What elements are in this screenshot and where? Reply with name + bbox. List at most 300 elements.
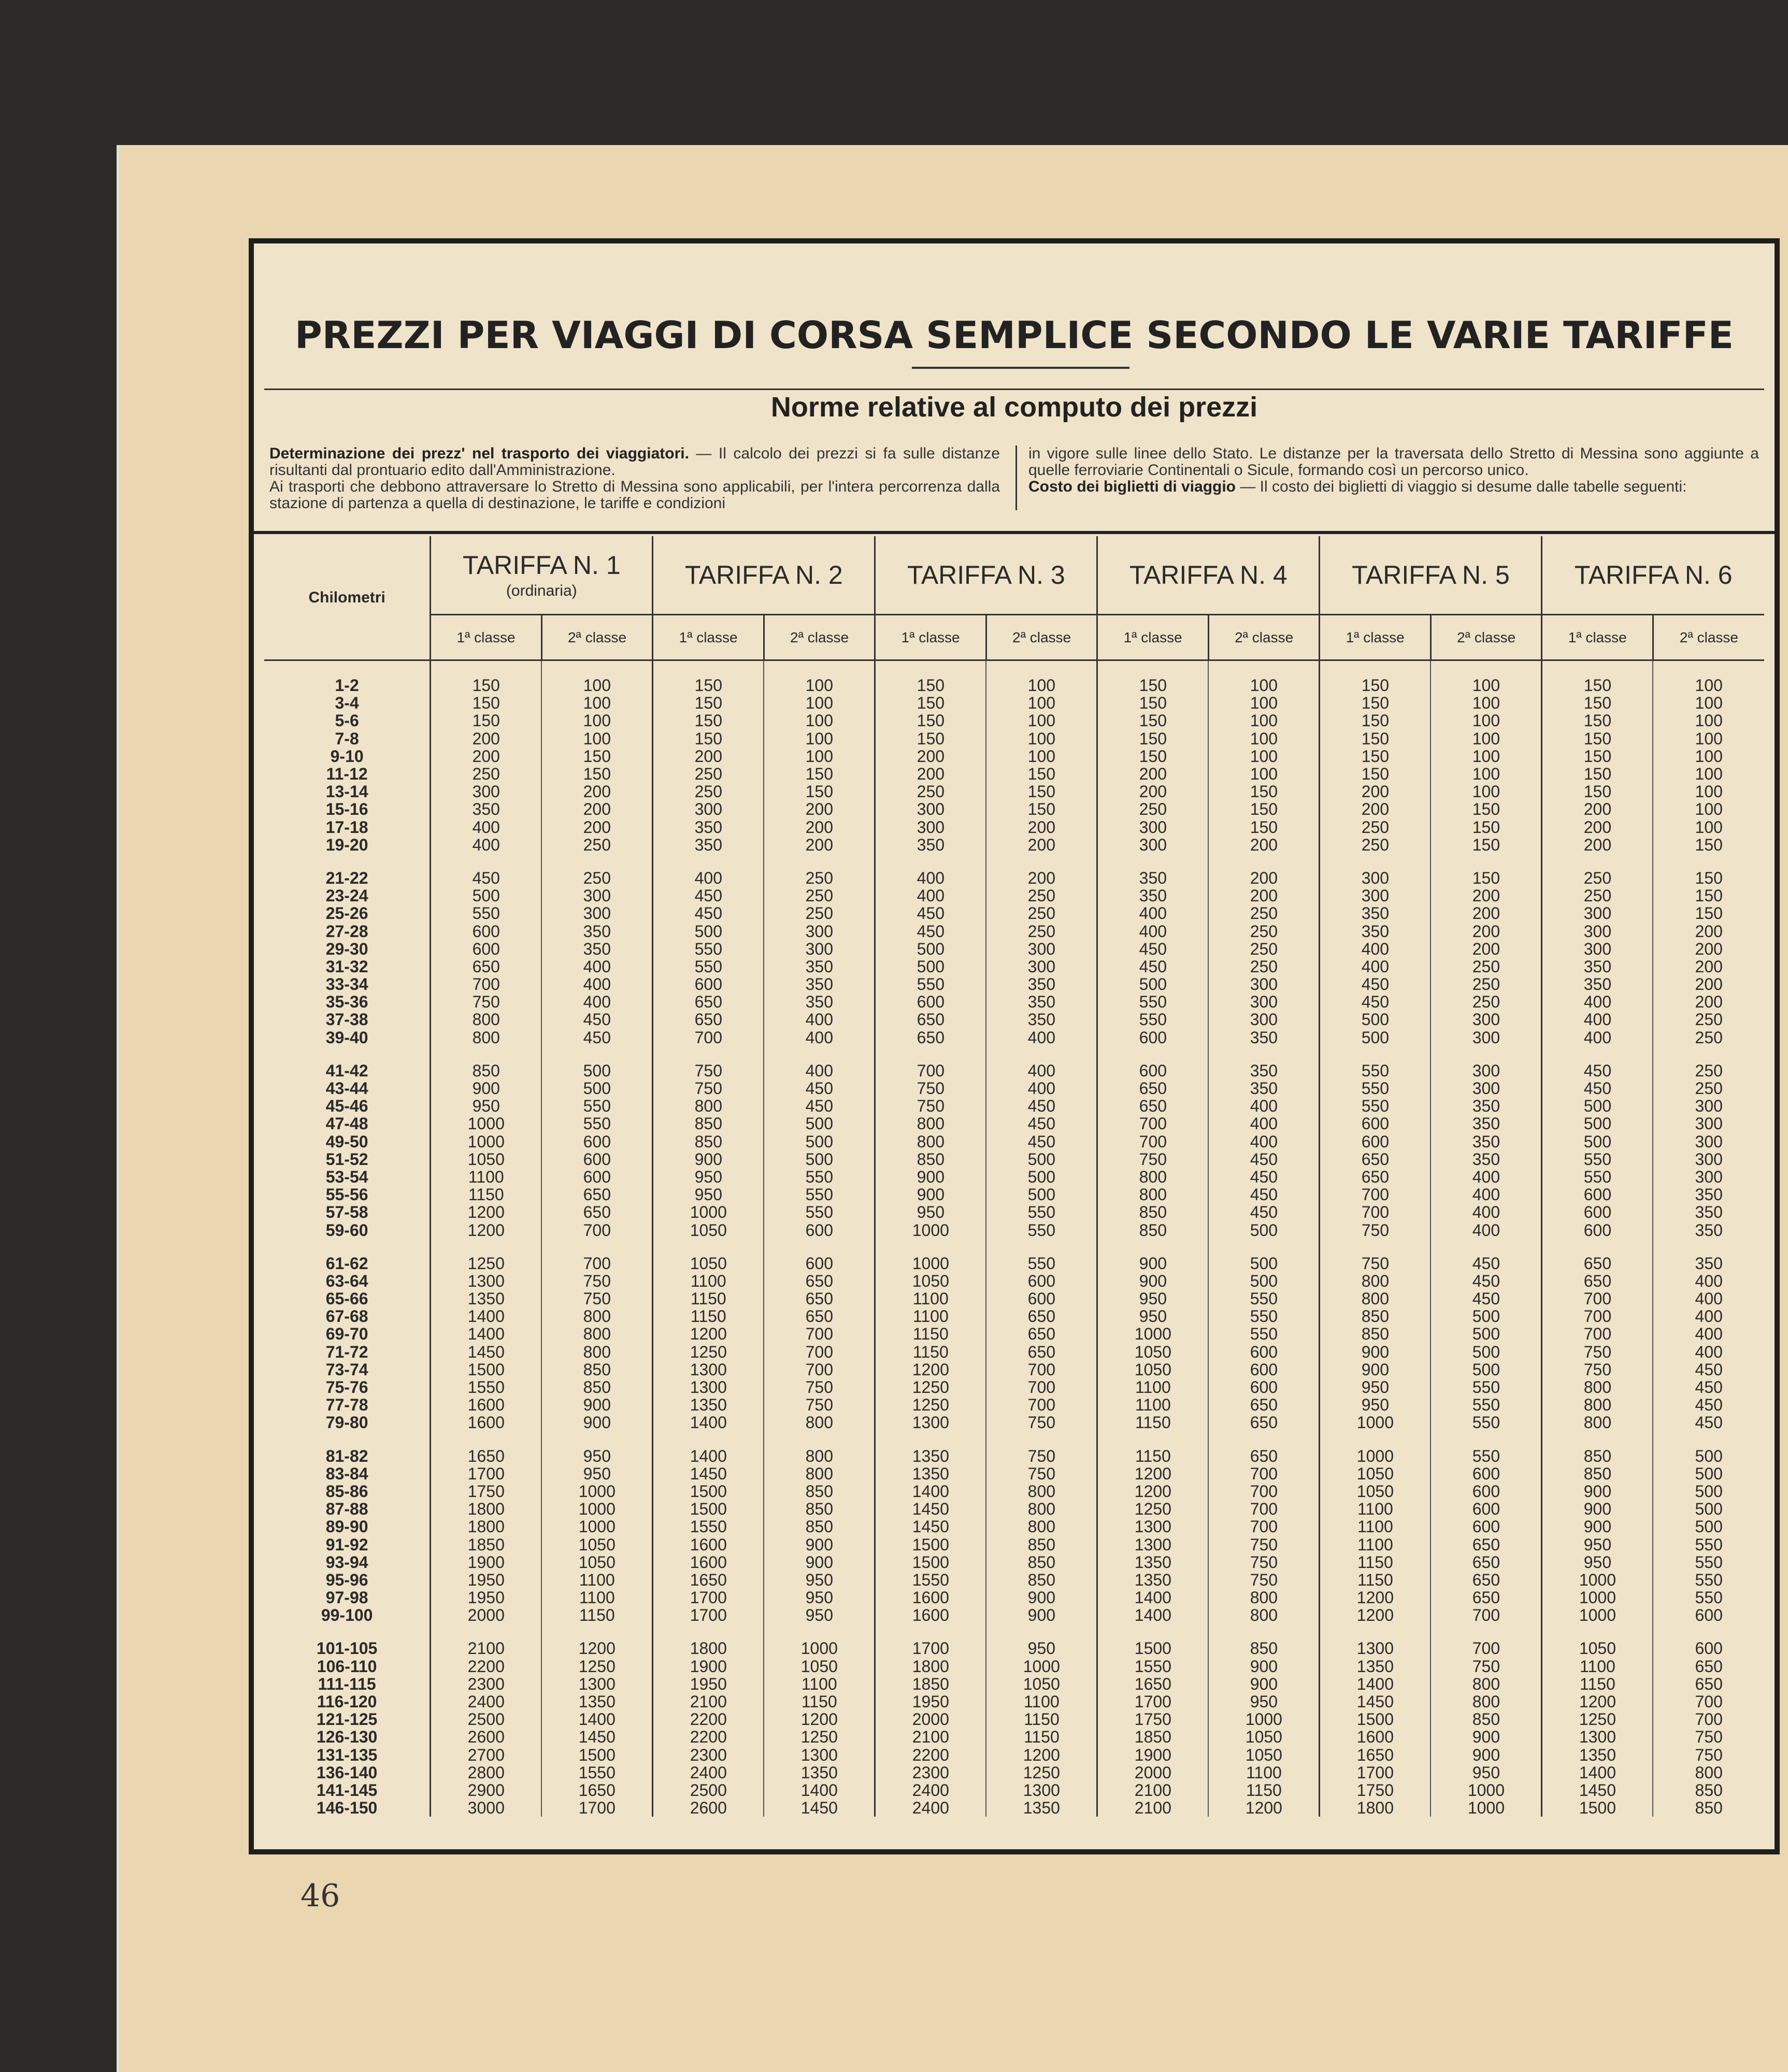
price-cell: 900 — [431, 1080, 542, 1097]
price-cell: 1600 — [431, 1396, 542, 1414]
price-cell: 350 — [1208, 1080, 1320, 1097]
price-cell: 2400 — [653, 1764, 764, 1781]
price-cell: 1100 — [1320, 1500, 1431, 1518]
price-cell: 300 — [1320, 887, 1431, 904]
spacer-cell — [764, 1046, 875, 1062]
price-cell: 150 — [1542, 730, 1653, 747]
price-cell: 1150 — [875, 1325, 986, 1343]
price-cell: 1200 — [1320, 1589, 1431, 1606]
spacer-cell — [1653, 1046, 1764, 1062]
price-cell: 700 — [1542, 1290, 1653, 1307]
price-cell: 250 — [1542, 887, 1653, 904]
price-cell: 200 — [875, 747, 986, 765]
price-cell: 1050 — [1320, 1483, 1431, 1500]
price-cell: 150 — [1542, 747, 1653, 765]
price-cell: 450 — [1653, 1361, 1764, 1378]
km-range-cell: 61-62 — [325, 1254, 368, 1273]
price-cell: 900 — [1320, 1361, 1431, 1378]
price-cell: 150 — [1097, 712, 1209, 729]
table-row — [264, 1658, 1764, 1675]
spacer-cell — [541, 1239, 653, 1255]
price-cell: 700 — [1542, 1325, 1653, 1343]
price-cell: 200 — [764, 836, 875, 854]
price-cell: 200 — [764, 800, 875, 818]
norms-heading-2: Costo dei biglietti di viaggio — [1028, 478, 1236, 495]
price-cell: 1100 — [1097, 1396, 1209, 1414]
tariff-header-6 — [1542, 536, 1764, 615]
price-cell: 950 — [1431, 1764, 1542, 1781]
price-cell: 450 — [1097, 940, 1209, 958]
spacer-cell — [986, 1432, 1097, 1447]
group-spacer — [264, 854, 1764, 869]
price-cell: 1300 — [431, 1272, 542, 1290]
price-cell: 600 — [1320, 1133, 1431, 1150]
price-cell: 550 — [1542, 1168, 1653, 1186]
price-cell: 1200 — [764, 1710, 875, 1728]
tariff-table — [264, 536, 1764, 1817]
price-cell: 350 — [764, 975, 875, 993]
spacer-cell — [541, 1432, 653, 1447]
table-row — [264, 1378, 1764, 1396]
price-cell: 400 — [1097, 904, 1209, 922]
price-cell: 150 — [1097, 677, 1209, 694]
price-cell: 350 — [1542, 958, 1653, 975]
price-cell: 800 — [1097, 1186, 1209, 1203]
spacer-cell — [1097, 854, 1209, 869]
price-cell: 250 — [764, 869, 875, 887]
price-cell: 300 — [1653, 1150, 1764, 1168]
price-cell: 800 — [875, 1133, 986, 1150]
table-body — [264, 660, 1764, 1817]
price-cell: 500 — [431, 887, 542, 904]
price-cell: 250 — [1208, 958, 1320, 975]
km-range-cell: 69-70 — [325, 1325, 368, 1344]
price-cell: 800 — [431, 1029, 542, 1046]
norms-divider — [1015, 445, 1017, 510]
price-cell: 1150 — [1320, 1553, 1431, 1571]
price-cell: 150 — [1431, 800, 1542, 818]
price-cell: 250 — [1208, 922, 1320, 940]
price-cell: 350 — [1208, 1029, 1320, 1046]
price-cell: 2100 — [431, 1639, 542, 1657]
table-row — [264, 1255, 1764, 1272]
km-range-cell: 95-96 — [325, 1570, 368, 1589]
price-cell: 500 — [986, 1150, 1097, 1168]
spacer-cell — [986, 854, 1097, 869]
class-header: 1ª classe — [1097, 615, 1209, 660]
price-cell: 1100 — [431, 1168, 542, 1186]
price-cell: 600 — [1653, 1639, 1764, 1657]
price-cell: 900 — [1208, 1658, 1320, 1675]
group-spacer — [264, 660, 1764, 677]
price-cell: 700 — [1208, 1465, 1320, 1483]
price-cell: 600 — [1542, 1186, 1653, 1203]
spacer-cell — [653, 660, 764, 677]
price-cell: 300 — [1653, 1115, 1764, 1132]
price-cell: 1000 — [541, 1500, 653, 1518]
price-cell: 2500 — [653, 1781, 764, 1799]
price-cell: 1000 — [1208, 1710, 1320, 1728]
price-cell: 550 — [764, 1168, 875, 1186]
price-cell: 300 — [1097, 818, 1209, 836]
price-cell: 400 — [1431, 1221, 1542, 1239]
price-cell: 1250 — [1097, 1500, 1209, 1518]
km-range-cell: 21-22 — [325, 868, 368, 887]
km-range-cell: 23-24 — [325, 886, 368, 905]
price-cell: 1150 — [986, 1710, 1097, 1728]
price-cell: 700 — [1208, 1518, 1320, 1535]
price-cell: 550 — [875, 975, 986, 993]
price-cell: 1150 — [1097, 1447, 1209, 1465]
price-cell: 400 — [541, 975, 653, 993]
price-cell: 850 — [986, 1535, 1097, 1553]
spacer-cell — [1320, 1046, 1431, 1062]
table-row — [264, 1097, 1764, 1115]
price-cell: 400 — [764, 1062, 875, 1080]
price-cell: 1000 — [431, 1133, 542, 1150]
price-cell: 1800 — [653, 1639, 764, 1657]
price-cell: 450 — [986, 1115, 1097, 1132]
price-cell: 450 — [1208, 1186, 1320, 1203]
price-cell: 1600 — [875, 1606, 986, 1624]
price-cell: 500 — [1431, 1325, 1542, 1343]
price-cell: 200 — [1653, 922, 1764, 940]
price-cell: 100 — [1208, 747, 1320, 765]
km-range-cell: 35-36 — [325, 992, 368, 1012]
price-cell: 100 — [986, 677, 1097, 694]
price-cell: 1200 — [1320, 1606, 1431, 1624]
price-cell: 550 — [986, 1255, 1097, 1272]
price-cell: 200 — [431, 730, 542, 747]
price-cell: 1200 — [875, 1361, 986, 1378]
price-cell: 300 — [653, 800, 764, 818]
price-cell: 550 — [1320, 1080, 1431, 1097]
price-cell: 950 — [1320, 1396, 1431, 1414]
price-cell: 800 — [875, 1115, 986, 1132]
price-cell: 650 — [1542, 1272, 1653, 1290]
price-cell: 350 — [1653, 1255, 1764, 1272]
km-range-cell: 11-12 — [326, 765, 368, 784]
price-cell: 650 — [1653, 1658, 1764, 1675]
price-cell: 450 — [541, 1011, 653, 1028]
price-cell: 650 — [1431, 1535, 1542, 1553]
price-cell: 800 — [1542, 1396, 1653, 1414]
price-cell: 100 — [1653, 694, 1764, 712]
price-cell: 850 — [986, 1553, 1097, 1571]
price-cell: 1550 — [875, 1571, 986, 1589]
price-cell: 500 — [1653, 1447, 1764, 1465]
spacer-cell — [431, 1432, 542, 1447]
price-cell: 1400 — [764, 1781, 875, 1799]
price-cell: 350 — [986, 1011, 1097, 1028]
price-cell: 700 — [764, 1325, 875, 1343]
price-cell: 1100 — [1320, 1518, 1431, 1535]
price-cell: 200 — [1097, 783, 1209, 800]
spacer-cell — [764, 1432, 875, 1447]
price-cell: 2300 — [653, 1746, 764, 1764]
price-cell: 550 — [1431, 1396, 1542, 1414]
price-cell: 500 — [986, 1186, 1097, 1203]
price-cell: 350 — [431, 800, 542, 818]
price-cell: 800 — [1431, 1675, 1542, 1693]
price-cell: 250 — [1431, 958, 1542, 975]
price-cell: 300 — [986, 958, 1097, 975]
price-cell: 550 — [1431, 1447, 1542, 1465]
km-range-cell: 13-14 — [325, 782, 368, 801]
price-cell: 700 — [1653, 1693, 1764, 1710]
price-cell: 2300 — [875, 1764, 986, 1781]
price-cell: 600 — [1542, 1221, 1653, 1239]
price-cell: 100 — [1431, 677, 1542, 694]
price-cell: 400 — [653, 869, 764, 887]
price-cell: 1300 — [1097, 1535, 1209, 1553]
price-cell: 350 — [1431, 1150, 1542, 1168]
table-row — [264, 818, 1764, 836]
table-row — [264, 869, 1764, 887]
price-cell: 1950 — [431, 1571, 542, 1589]
price-cell: 400 — [986, 1062, 1097, 1080]
price-cell: 200 — [1431, 940, 1542, 958]
price-cell: 1450 — [764, 1799, 875, 1817]
price-cell: 100 — [764, 730, 875, 747]
price-cell: 100 — [1431, 765, 1542, 783]
price-cell: 300 — [1320, 869, 1431, 887]
price-cell: 550 — [1653, 1553, 1764, 1571]
price-cell: 150 — [986, 765, 1097, 783]
tariff-header-3 — [875, 536, 1097, 615]
price-cell: 1700 — [875, 1639, 986, 1657]
price-cell: 500 — [1097, 975, 1209, 993]
price-cell: 1750 — [1320, 1781, 1431, 1799]
price-cell: 250 — [1208, 904, 1320, 922]
km-range-cell: 121-125 — [316, 1710, 378, 1729]
price-cell: 400 — [1320, 940, 1431, 958]
price-cell: 1350 — [764, 1764, 875, 1781]
price-cell: 150 — [1320, 747, 1431, 765]
price-cell: 400 — [986, 1029, 1097, 1046]
price-cell: 400 — [541, 993, 653, 1011]
price-cell: 1100 — [875, 1290, 986, 1307]
price-cell: 750 — [653, 1080, 764, 1097]
km-range-cell: 49-50 — [325, 1132, 368, 1151]
price-cell: 1300 — [541, 1675, 653, 1693]
price-cell: 1100 — [1542, 1658, 1653, 1675]
price-cell: 300 — [1431, 1029, 1542, 1046]
spacer-cell — [653, 1239, 764, 1255]
price-cell: 1450 — [1320, 1693, 1431, 1710]
price-cell: 1050 — [541, 1553, 653, 1571]
price-cell: 500 — [653, 922, 764, 940]
price-cell: 650 — [541, 1186, 653, 1203]
norms-text — [269, 445, 1762, 512]
price-cell: 700 — [541, 1221, 653, 1239]
price-cell: 550 — [1208, 1325, 1320, 1343]
table-row — [264, 1781, 1764, 1799]
price-cell: 1250 — [541, 1658, 653, 1675]
price-cell: 350 — [1431, 1133, 1542, 1150]
price-cell: 600 — [986, 1272, 1097, 1290]
price-cell: 1000 — [875, 1221, 986, 1239]
price-cell: 850 — [431, 1062, 542, 1080]
price-cell: 350 — [986, 993, 1097, 1011]
price-cell: 100 — [541, 730, 653, 747]
spacer-cell — [1431, 660, 1542, 677]
price-cell: 750 — [875, 1080, 986, 1097]
price-cell: 200 — [541, 800, 653, 818]
price-cell: 250 — [541, 836, 653, 854]
price-cell: 750 — [1320, 1221, 1431, 1239]
table-row — [264, 1115, 1764, 1132]
price-cell: 1150 — [764, 1693, 875, 1710]
price-cell: 450 — [1542, 1062, 1653, 1080]
price-cell: 1800 — [875, 1658, 986, 1675]
norms-left-column — [269, 445, 1000, 512]
price-cell: 600 — [431, 922, 542, 940]
price-cell: 950 — [1320, 1378, 1431, 1396]
price-cell: 850 — [653, 1133, 764, 1150]
price-cell: 900 — [764, 1535, 875, 1553]
price-cell: 150 — [653, 730, 764, 747]
price-cell: 150 — [1320, 677, 1431, 694]
price-cell: 1100 — [764, 1675, 875, 1693]
price-cell: 200 — [541, 818, 653, 836]
km-range-cell: 85-86 — [325, 1481, 368, 1501]
km-range-cell: 53-54 — [325, 1167, 368, 1186]
price-cell: 700 — [1208, 1500, 1320, 1518]
spacer-cell — [1653, 660, 1764, 677]
price-cell: 1050 — [431, 1150, 542, 1168]
km-range-cell: 67-68 — [325, 1307, 368, 1326]
spacer-cell — [264, 1046, 431, 1062]
price-cell: 600 — [875, 993, 986, 1011]
price-cell: 900 — [1320, 1343, 1431, 1361]
price-cell: 1600 — [1320, 1728, 1431, 1746]
price-cell: 950 — [431, 1097, 542, 1115]
spacer-cell — [264, 1239, 431, 1255]
tariff-name-2: TARIFFA N. 2 — [684, 560, 843, 589]
price-cell: 100 — [1653, 730, 1764, 747]
price-cell: 550 — [1431, 1378, 1542, 1396]
tariff-frame — [249, 238, 1780, 1854]
price-cell: 800 — [986, 1483, 1097, 1500]
price-cell: 1550 — [541, 1764, 653, 1781]
price-cell: 1450 — [431, 1343, 542, 1361]
price-cell: 1200 — [1097, 1483, 1209, 1500]
price-cell: 750 — [986, 1447, 1097, 1465]
price-cell: 250 — [541, 869, 653, 887]
price-cell: 200 — [1208, 887, 1320, 904]
price-cell: 350 — [541, 940, 653, 958]
title-box — [264, 254, 1764, 390]
price-cell: 400 — [1431, 1168, 1542, 1186]
price-cell: 1200 — [653, 1325, 764, 1343]
price-cell: 850 — [541, 1378, 653, 1396]
price-cell: 550 — [653, 940, 764, 958]
price-cell: 150 — [1208, 783, 1320, 800]
price-cell: 1700 — [431, 1465, 542, 1483]
price-cell: 500 — [1208, 1221, 1320, 1239]
price-cell: 300 — [1208, 975, 1320, 993]
spacer-cell — [1431, 1046, 1542, 1062]
page-title: PREZZI PER VIAGGI DI CORSA SEMPLICE SECONDO LE VARIE TARIFFE — [295, 313, 1734, 357]
price-cell: 2400 — [875, 1781, 986, 1799]
price-cell: 150 — [1542, 694, 1653, 712]
price-cell: 1100 — [875, 1307, 986, 1325]
spacer-cell — [875, 854, 986, 869]
price-cell: 150 — [764, 783, 875, 800]
price-cell: 550 — [764, 1186, 875, 1203]
price-cell: 1650 — [1097, 1675, 1209, 1693]
price-cell: 1050 — [1097, 1361, 1209, 1378]
price-cell: 900 — [1431, 1728, 1542, 1746]
price-cell: 800 — [541, 1343, 653, 1361]
price-cell: 600 — [1431, 1465, 1542, 1483]
price-cell: 350 — [653, 836, 764, 854]
price-cell: 300 — [1431, 1062, 1542, 1080]
price-cell: 100 — [1431, 730, 1542, 747]
price-cell: 1300 — [653, 1361, 764, 1378]
spacer-cell — [431, 1239, 542, 1255]
km-range-cell: 1-2 — [335, 676, 359, 695]
group-spacer — [264, 1239, 1764, 1255]
price-cell: 800 — [1208, 1589, 1320, 1606]
price-cell: 1800 — [431, 1518, 542, 1535]
price-cell: 400 — [1542, 1011, 1653, 1028]
tariff-header-row — [264, 536, 1764, 615]
class-header: 2ª classe — [541, 615, 653, 660]
price-cell: 150 — [986, 800, 1097, 818]
price-cell: 200 — [1653, 958, 1764, 975]
price-cell: 250 — [875, 783, 986, 800]
table-row — [264, 1518, 1764, 1535]
price-cell: 550 — [541, 1097, 653, 1115]
price-cell: 250 — [653, 783, 764, 800]
price-cell: 100 — [764, 747, 875, 765]
price-cell: 1350 — [653, 1396, 764, 1414]
price-cell: 200 — [1542, 836, 1653, 854]
price-cell: 550 — [1653, 1589, 1764, 1606]
price-cell: 1700 — [1320, 1764, 1431, 1781]
spacer-cell — [431, 1624, 542, 1639]
price-cell: 200 — [1542, 800, 1653, 818]
price-cell: 200 — [875, 765, 986, 783]
price-cell: 1400 — [1097, 1606, 1209, 1624]
table-row — [264, 904, 1764, 922]
price-cell: 100 — [986, 712, 1097, 729]
class-header: 2ª classe — [986, 615, 1097, 660]
price-cell: 750 — [764, 1378, 875, 1396]
price-cell: 650 — [1320, 1168, 1431, 1186]
km-range-cell: 47-48 — [325, 1114, 368, 1133]
price-cell: 300 — [1653, 1133, 1764, 1150]
price-cell: 2200 — [431, 1658, 542, 1675]
km-range-cell: 63-64 — [325, 1271, 368, 1290]
price-cell: 1600 — [431, 1414, 542, 1431]
class-header: 2ª classe — [764, 615, 875, 660]
price-cell: 500 — [875, 940, 986, 958]
price-cell: 200 — [764, 818, 875, 836]
price-cell: 1500 — [875, 1535, 986, 1553]
spacer-cell — [1542, 1624, 1653, 1639]
price-cell: 300 — [541, 887, 653, 904]
price-cell: 1800 — [431, 1500, 542, 1518]
table-row — [264, 747, 1764, 765]
price-cell: 1700 — [541, 1799, 653, 1817]
price-cell: 900 — [986, 1589, 1097, 1606]
price-cell: 100 — [986, 730, 1097, 747]
price-cell: 850 — [1653, 1799, 1764, 1817]
km-range-cell: 79-80 — [325, 1413, 368, 1432]
